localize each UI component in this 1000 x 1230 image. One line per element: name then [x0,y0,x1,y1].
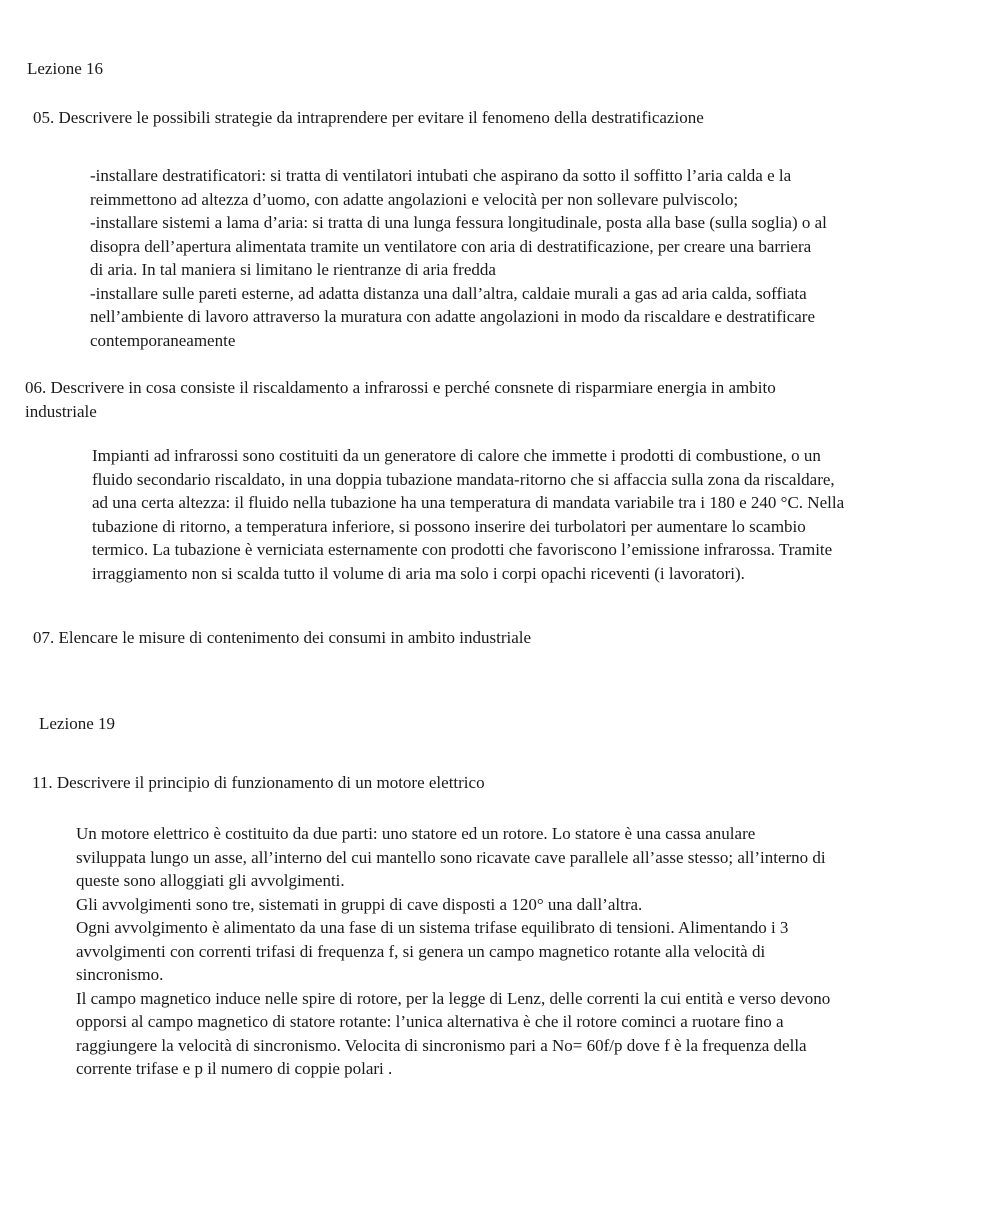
answer-line: Gli avvolgimenti sono tre, sistemati in gruppi di cave disposti a 120° una dall’altra. [76,894,643,914]
question-text: 07. Elencare le misure di contenimento dei consumi in ambito industriale [33,628,532,647]
answer-line: irraggiamento non si scalda tutto il volume di aria ma solo i corpi opachi riceventi (i lavoratori). [92,563,745,583]
answer-line: corrente trifase e p il numero di coppie polari . [76,1059,393,1078]
question-06 [25,376,776,423]
answer-line: opporsi al campo magnetico di statore rotante: l’unica alternativa è che il rotore cominci a ruotare fino a [76,1012,784,1031]
answer-line: Un motore elettrico è costituito da due parti: uno statore ed un rotore. Lo statore è una cassa anulare [76,824,756,843]
lesson-19-heading [39,712,115,736]
question-text: industriale [25,401,97,421]
answer-line: -installare destratificatori: si tratta di ventilatori intubati che aspirano da sotto il soffitto l’aria calda e la [90,166,792,185]
answer-line: contemporaneamente [90,330,236,350]
answer-line: tubazione di ritorno, a temperatura inferiore, si possono inserire dei turbolatori per aumentare lo scambio [92,516,806,536]
lesson-title: Lezione 19 [39,714,115,733]
answer-line: -installare sistemi a lama d’aria: si tratta di una lunga fessura longitudinale, posta alla base (sulla soglia) o al [90,213,827,232]
question-05 [33,106,704,130]
answer-06 [92,444,844,585]
lesson-title: Lezione 16 [27,59,103,78]
question-text: 05. Descrivere le possibili strategie da intraprendere per evitare il fenomeno della destratificazione [33,108,704,127]
answer-line: sviluppata lungo un asse, all’interno del cui mantello sono ricavate cave parallele all’asse stesso; all’interno di [76,847,826,867]
answer-line: termico. La tubazione è verniciata esternamente con prodotti che favoriscono l’emissione infrarossa. Tramite [92,540,833,559]
question-text: 11. Descrivere il principio di funzionamento di un motore elettrico [32,773,485,792]
answer-line: -installare sulle pareti esterne, ad adatta distanza una dall’altra, caldaie murali a gas ad aria calda, soffiata [90,283,807,303]
answer-line: fluido secondario riscaldato, in una doppia tubazione mandata-ritorno che si affaccia sulla zona da riscaldare, [92,469,835,489]
answer-line: avvolgimenti con correnti trifasi di frequenza f, si genera un campo magnetico rotante alla velocità di [76,941,766,961]
answer-line: sincronismo. [76,965,164,984]
answer-05 [90,164,827,352]
answer-line: Il campo magnetico induce nelle spire di rotore, per la legge di Lenz, delle correnti la cui entità e verso devono [76,988,831,1008]
answer-line: raggiungere la velocità di sincronismo. Velocita di sincronismo pari a No= 60f/p dove f è la frequenza della [76,1035,807,1055]
answer-line: ad una certa altezza: il fluido nella tubazione ha una temperatura di mandata variabile tra i 180 e 240 °C. Nella [92,493,845,512]
answer-line: nell’ambiente di lavoro attraverso la muratura con adatte angolazioni in modo da riscaldare e destratificare [90,307,816,326]
answer-11 [76,822,830,1081]
answer-line: di aria. In tal maniera si limitano le rientranze di aria fredda [90,260,496,279]
answer-line: queste sono alloggiati gli avvolgimenti. [76,871,345,890]
answer-line: reimmettono ad altezza d’uomo, con adatte angolazioni e velocità per non sollevare pulviscolo; [90,189,739,209]
question-07 [33,626,531,650]
question-text: 06. Descrivere in cosa consiste il riscaldamento a infrarossi e perché consnete di risparmiare energia in ambito [25,378,776,397]
answer-line: Impianti ad infrarossi sono costituiti da un generatore di calore che immette i prodotti di combustione, o un [92,446,821,465]
answer-line: disopra dell’apertura alimentata tramite un ventilatore con aria di destratificazione, per creare una barriera [90,236,812,256]
answer-line: Ogni avvolgimento è alimentato da una fase di un sistema trifase equilibrato di tensioni. Alimentando i 3 [76,918,789,937]
question-11 [32,771,485,795]
lesson-16-heading [27,57,103,81]
